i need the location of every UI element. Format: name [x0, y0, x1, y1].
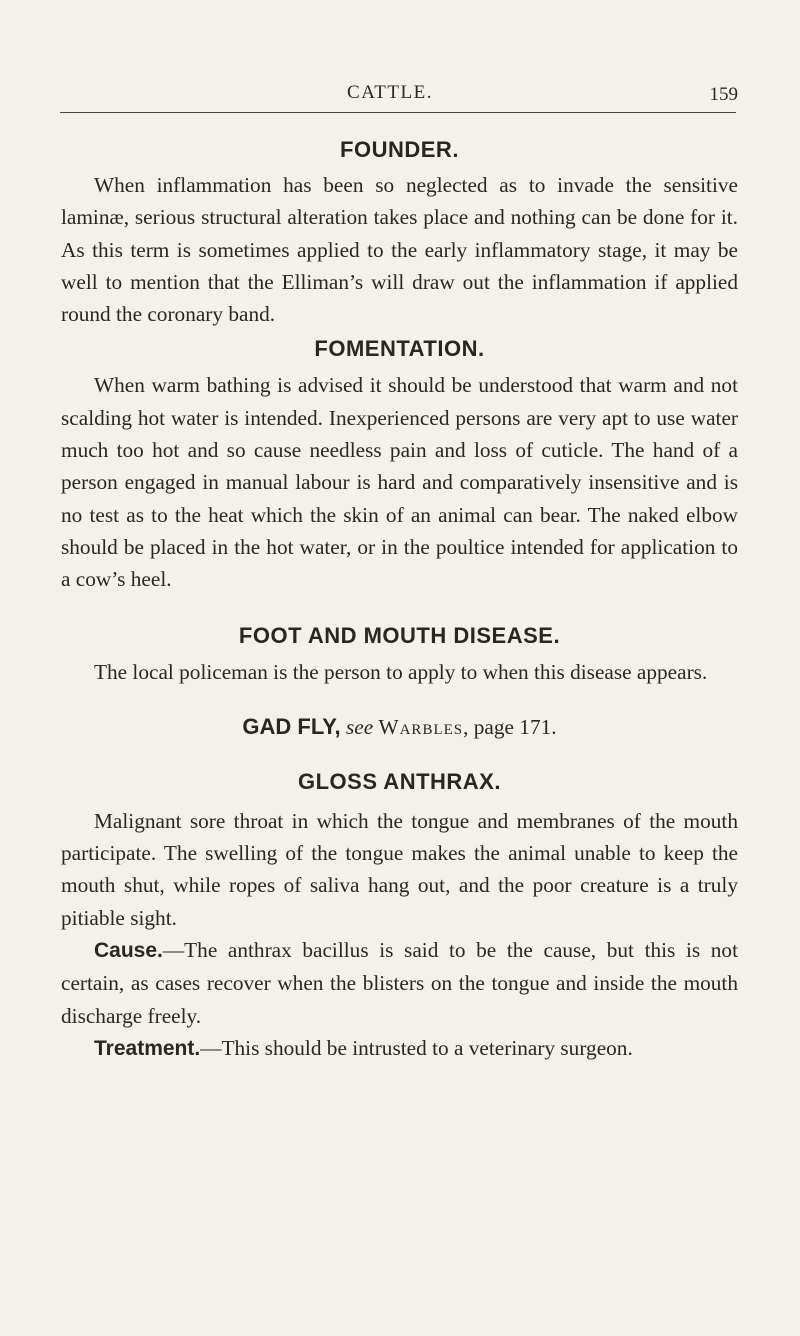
- heading-gloss-anthrax: GLOSS ANTHRAX.: [298, 768, 501, 794]
- section-fomentation: [61, 336, 738, 595]
- section-gloss-anthrax: [61, 769, 738, 1065]
- paragraph-fomentation: When warm bathing is advised it should be understood that warm and not scalding hot water is intended. Inexperienced persons are very apt to use water much too hot and so cause needless pain and loss of cuticle. The hand of a person engaged in manual labour is hard and comparatively insensitive and is no test as to the heat which the skin of an animal can bear. The naked elbow should be placed in the hot water, or in the poultice intended for application to a cow’s heel.: [61, 373, 738, 592]
- cross-reference-gad-fly: [61, 714, 738, 740]
- see-word: see: [345, 714, 374, 739]
- paragraph-founder: When inflammation has been so neglected as to invade the sensitive laminæ, serious structural alteration takes place and nothing can be done for it. As this term is sometimes applied to the early inflammatory stage, it may be well to mention that the Elliman’s will draw out the inflammation if applied round the coronary band.: [61, 173, 738, 327]
- treatment-label: Treatment.: [94, 1036, 201, 1060]
- page-content: [61, 128, 738, 1065]
- paragraph-foot-and-mouth: The local policeman is the person to apply to when this disease appears.: [94, 659, 708, 684]
- heading-fomentation: FOMENTATION.: [314, 336, 485, 362]
- running-title: CATTLE.: [347, 82, 433, 103]
- gad-fly-term: GAD FLY,: [242, 713, 341, 739]
- paragraph-treatment: [61, 1032, 738, 1065]
- heading-founder: FOUNDER.: [340, 137, 459, 162]
- section-foot-and-mouth: [61, 623, 738, 688]
- page-reference: , page 171.: [463, 714, 557, 739]
- warbles-reference: Warbles: [378, 714, 464, 739]
- page-number: 159: [709, 84, 738, 105]
- paragraph-cause: [61, 934, 738, 1032]
- treatment-text: —This should be intrusted to a veterinary surgeon.: [200, 1035, 633, 1060]
- cause-label: Cause.: [94, 939, 163, 963]
- header-rule: [60, 112, 736, 113]
- paragraph-gloss-anthrax: Malignant sore throat in which the tongue and membranes of the mouth participate. The swelling of the tongue makes the animal unable to keep the mouth shut, while ropes of saliva hang out, and the poor creature is a truly pitiable sight.: [61, 808, 738, 930]
- cause-text: —The anthrax bacillus is said to be the cause, but this is not certain, as cases recover when the blisters on the tongue and inside the mouth discharge freely.: [61, 938, 738, 1028]
- heading-foot-and-mouth: FOOT AND MOUTH DISEASE.: [238, 622, 561, 648]
- section-founder: [61, 137, 738, 330]
- running-head: [0, 82, 800, 112]
